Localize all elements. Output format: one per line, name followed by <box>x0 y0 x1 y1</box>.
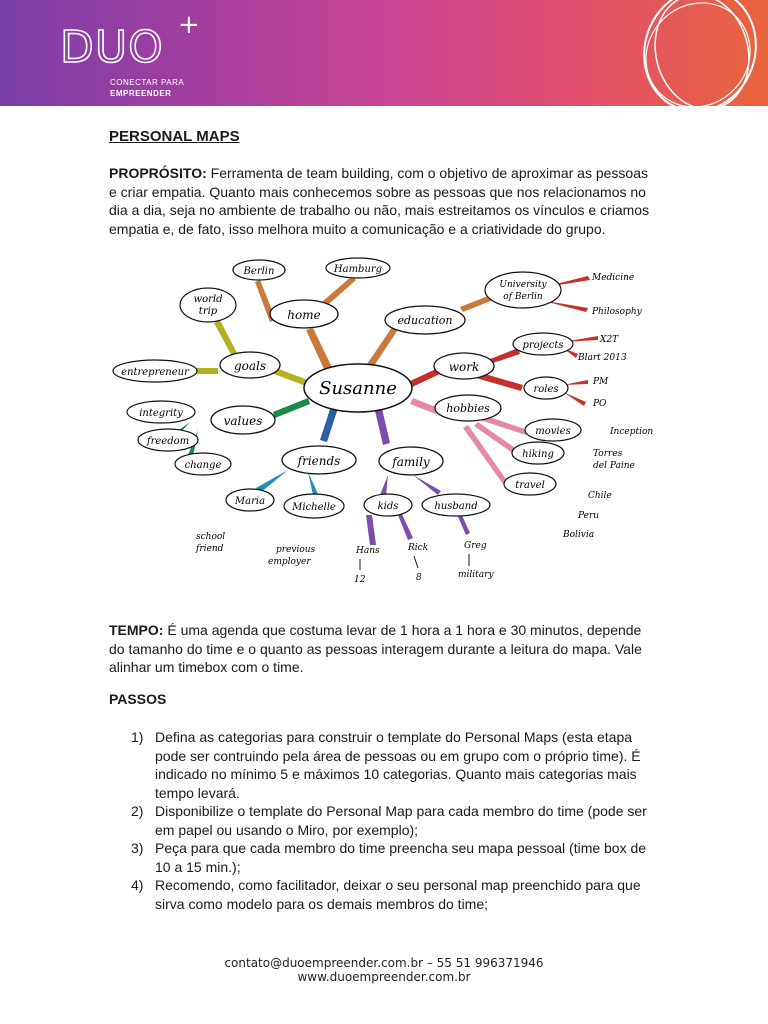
label-freedom: freedom <box>146 436 190 447</box>
label-rick-age: 8 <box>416 573 422 583</box>
label-projects: projects <box>522 340 564 351</box>
purpose-text: Ferramenta de team building, com o objetivo de aproximar as pessoas e criar empatia. Quanto mais conhecemos sobre as pessoas que nos relacionamos no dia a dia, seja no ambiente de trabalho ou não, mais estreitamos os vínculos e criamos empatia e, de fato, isso melhora muito a comunicação e a criatividade do grupo. <box>109 165 650 237</box>
center-label: Susanne <box>319 378 397 399</box>
list-item <box>109 802 657 839</box>
label-greg: Greg <box>464 541 487 551</box>
label-integrity: integrity <box>139 408 183 419</box>
label-del-paine: del Paine <box>593 461 635 471</box>
node-university <box>485 272 561 308</box>
logo-text: DUO <box>60 22 164 73</box>
purpose-paragraph <box>109 164 657 238</box>
label-movies: movies <box>535 426 571 437</box>
footer-website: www.duoempreender.com.br <box>297 970 471 984</box>
label-roles: roles <box>533 384 559 395</box>
label-entrepreneur: entrepreneur <box>121 367 189 378</box>
label-work: work <box>448 360 480 374</box>
label-military: military <box>458 570 494 580</box>
label-friends: friends <box>297 454 341 468</box>
label-peru: Peru <box>578 511 600 521</box>
list-item <box>109 876 657 913</box>
step-text: Recomendo, como facilitador, deixar o seu personal map preenchido para que sirva como modelo para os demais membros do time; <box>155 877 641 912</box>
label-school: school <box>196 532 226 542</box>
step-text: Defina as categorias para construir o template do Personal Maps (esta etapa pode ser contruindo pela área de pessoas ou em grupo com o próprio time). É indicado no mínimo 5 e máximos 10 categorias. Quanto mais categorias mais tempo levará. <box>155 729 641 801</box>
label-change: change <box>184 460 222 471</box>
time-text: É uma agenda que costuma levar de 1 hora a 1 hora e 30 minutos, depende do tamanho do time e o quanto as pessoas interagem durante a leitura do mapa. Vale alinhar um timebox com o time. <box>109 622 642 675</box>
step-number: 4) <box>131 877 144 893</box>
list-item <box>109 728 657 802</box>
label-of-berlin: of Berlin <box>503 292 543 302</box>
step-number: 1) <box>131 729 144 745</box>
label-po: PO <box>593 399 607 409</box>
purpose-label: PROPRÓSITO: <box>109 165 207 181</box>
logo-tagline-2: EMPREENDER <box>110 89 172 98</box>
step-number: 3) <box>131 840 144 856</box>
steps-list <box>109 728 657 913</box>
label-university: University <box>499 280 547 290</box>
swirl-decoration-icon <box>630 0 768 106</box>
step-text: Disponibilize o template do Personal Map para cada membro do time (pode ser em papel ou usando o Miro, por exemplo); <box>155 803 647 838</box>
steps-title: PASSOS <box>109 691 167 707</box>
label-medicine: Medicine <box>592 273 635 283</box>
time-label: TEMPO: <box>109 622 164 638</box>
list-item <box>109 839 657 876</box>
label-goals: goals <box>233 359 267 373</box>
label-philosophy: Philosophy <box>592 307 642 317</box>
label-travel: travel <box>515 480 545 491</box>
label-trip: trip <box>198 306 218 317</box>
mindmap-ticks <box>360 554 469 570</box>
logo-tagline-1: CONECTAR PARA <box>110 78 185 87</box>
label-hamburg: Hamburg <box>333 264 383 275</box>
label-blart: Blart 2013 <box>578 353 627 363</box>
label-berlin: Berlin <box>243 266 275 277</box>
label-friend: friend <box>196 544 224 554</box>
label-chile: Chile <box>588 491 612 501</box>
label-pm: PM <box>593 377 609 387</box>
label-hiking: hiking <box>522 449 554 460</box>
label-bolivia: Bolivia <box>563 530 595 540</box>
time-paragraph <box>109 621 657 677</box>
label-x2t: X2T <box>600 335 619 345</box>
label-husband: husband <box>434 501 478 512</box>
step-text: Peça para que cada membro do time preencha seu mapa pessoal (time box de 10 a 15 min.); <box>155 840 647 875</box>
label-hobbies: hobbies <box>446 402 490 415</box>
label-hans-age: 12 <box>354 575 366 585</box>
label-previous: previous <box>276 545 316 555</box>
label-hans: Hans <box>356 546 380 556</box>
step-number: 2) <box>131 803 144 819</box>
label-home: home <box>287 308 321 322</box>
personal-map-illustration <box>108 250 660 590</box>
label-education: education <box>397 314 453 327</box>
logo-plus: + <box>178 10 200 40</box>
label-torres: Torres <box>593 449 623 459</box>
label-values: values <box>223 414 263 428</box>
label-world: world <box>193 294 223 305</box>
header-banner <box>0 0 768 106</box>
page-title: PERSONAL MAPS <box>109 128 240 145</box>
label-rick: Rick <box>408 543 429 553</box>
label-kids: kids <box>377 501 399 512</box>
label-inception: Inception <box>610 427 654 437</box>
footer-contact: contato@duoempreender.com.br – 55 51 996371946 <box>224 956 544 970</box>
label-maria: Maria <box>234 496 266 507</box>
label-family: family <box>392 455 430 469</box>
label-michelle: Michelle <box>292 502 336 513</box>
label-employer: employer <box>268 557 311 567</box>
